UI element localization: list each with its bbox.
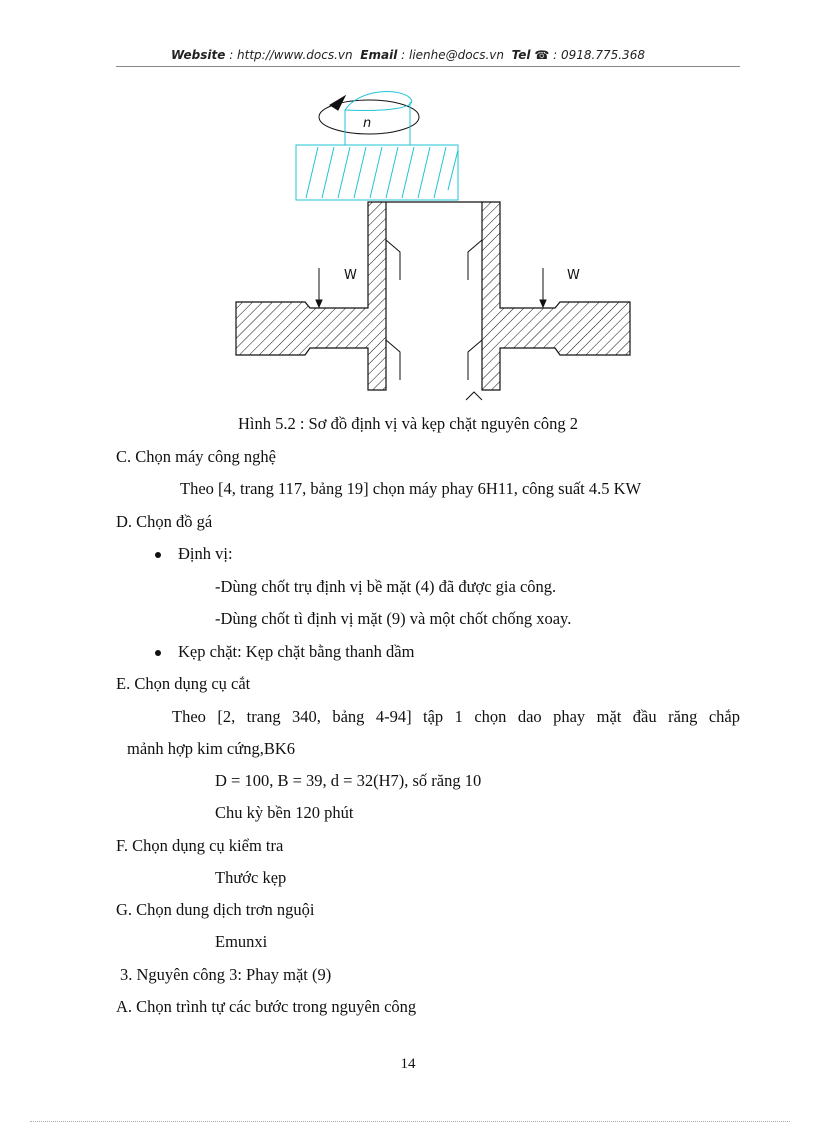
text-f: Thước kẹp <box>215 868 287 887</box>
email-label: Email <box>360 48 398 62</box>
text-e-1: Theo [2, trang 340, bảng 4-94] tập 1 chọn dao phay mặt đầu răng chắp <box>172 707 740 726</box>
bullet-dot <box>155 650 161 656</box>
heading-section-3: 3. Nguyên công 3: Phay mặt (9) <box>120 965 332 984</box>
text-e-3: D = 100, B = 39, d = 32(H7), số răng 10 <box>215 771 482 790</box>
page-header <box>0 48 816 62</box>
email-value: : lienhe@docs.vn <box>401 48 504 62</box>
heading-d: D. Chọn đồ gá <box>116 512 213 531</box>
bullet-dot <box>155 552 161 558</box>
heading-g: G. Chọn dung dịch trơn nguội <box>116 900 315 919</box>
phone-icon: ☎ <box>534 48 550 62</box>
bullet-kep-chat: Kẹp chặt: Kẹp chặt bằng thanh dầm <box>178 642 415 661</box>
heading-e: E. Chọn dụng cụ cắt <box>116 674 251 693</box>
page-number: 14 <box>400 1056 416 1072</box>
website-label: Website <box>171 48 226 62</box>
workpiece <box>236 202 630 390</box>
figure-caption: Hình 5.2 : Sơ đồ định vị và kẹp chặt nguyên công 2 <box>237 414 579 433</box>
footer-dotted-rule <box>30 1121 790 1122</box>
text-g: Emunxi <box>215 932 268 951</box>
header-rule <box>116 66 740 67</box>
tel-label: Tel <box>511 48 531 62</box>
text-e-4: Chu kỳ bền 120 phút <box>215 803 354 822</box>
heading-c: C. Chọn máy công nghệ <box>116 447 276 466</box>
text-e-2: mảnh hợp kim cứng,BK6 <box>127 739 295 758</box>
label-w-left: W <box>344 268 357 283</box>
sub-item-1: -Dùng chốt trụ định vị bề mặt (4) đã được gia công. <box>215 577 557 596</box>
fixture-diagram <box>200 84 660 414</box>
text-c: Theo [4, trang 117, bảng 19] chọn máy phay 6H11, công suất 4.5 KW <box>180 479 642 498</box>
heading-f: F. Chọn dụng cụ kiểm tra <box>116 836 284 855</box>
heading-a: A. Chọn trình tự các bước trong nguyên công <box>116 997 417 1016</box>
tel-value: : 0918.775.368 <box>553 48 645 62</box>
label-n: n <box>363 116 372 131</box>
website-value: : http://www.docs.vn <box>229 48 353 62</box>
label-w-right: W <box>567 268 580 283</box>
bullet-dinh-vi: Định vị: <box>178 544 233 563</box>
milling-cutter <box>296 145 458 200</box>
sub-item-2: -Dùng chốt tì định vị mặt (9) và một chốt chống xoay. <box>215 609 572 628</box>
